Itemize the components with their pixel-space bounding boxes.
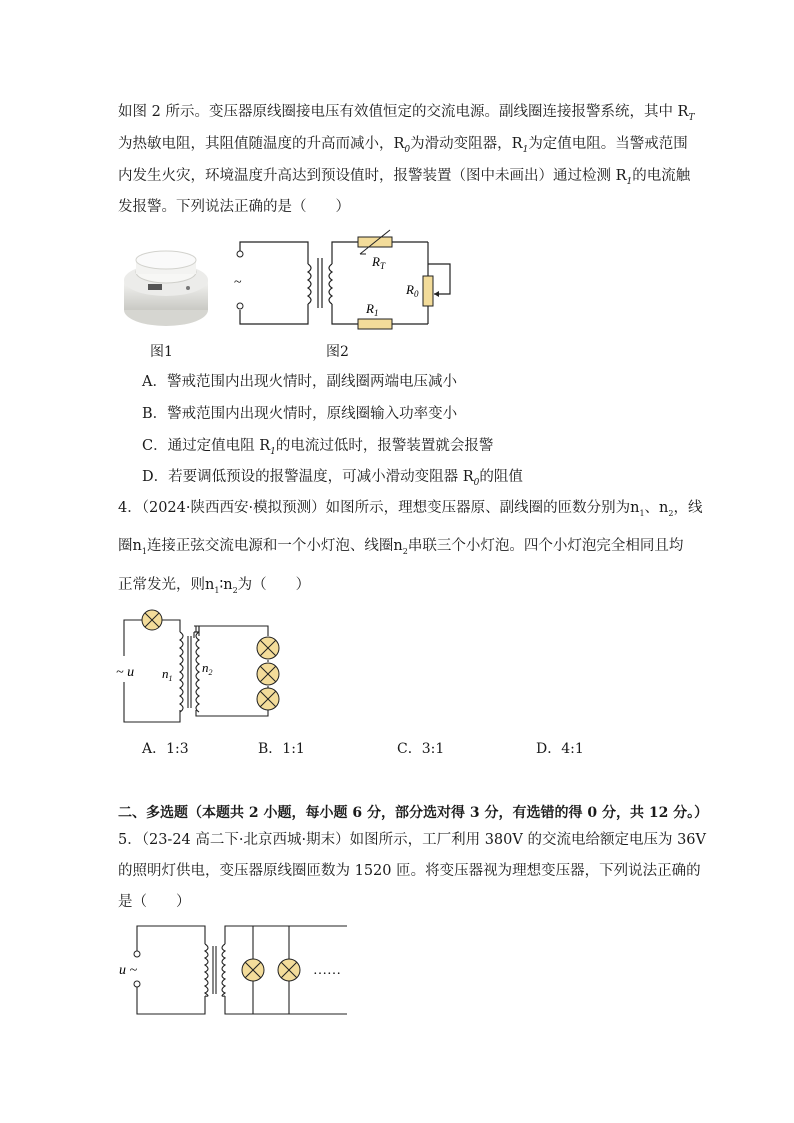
svg-text:~ u: ~ u (116, 665, 135, 680)
smoke-alarm-image (118, 240, 218, 335)
q5-lamp-2 (278, 959, 300, 981)
q4-lamp-secondary-1 (257, 637, 279, 659)
q5-ellipsis: …… (313, 963, 341, 978)
q3-option-b: B．警戒范围内出现火情时，原线圈输入功率变小 (142, 406, 458, 422)
fig2-caption: 图2 (326, 344, 349, 360)
q4-choice-d: D．4:1 (536, 741, 584, 757)
svg-text:RT: $R_T$ (372, 254, 385, 271)
q4-line-3: 正常发光，则$n_1∶n_2$为（ ） (118, 577, 311, 595)
q4-secondary-circuit (112, 606, 292, 726)
q5-circuit-diagram (115, 918, 355, 1022)
section-2-heading: 二、多选题（本题共 2 小题，每小题 6 分，部分选对得 3 分，有选错的得 0 分，共 12 分。） (118, 805, 709, 821)
q3-line-2: 为热敏电阻，其阻值随温度的升高而减小，$R_0$为滑动变阻器，$R_1$为定值电阻。当警戒范围 (118, 136, 688, 155)
fig1-caption: 图1 (150, 344, 173, 360)
fig2-circuit-diagram (228, 224, 468, 336)
q5-line-2: 的照明灯供电，变压器原线圈匝数为 1520 匝。将变压器视为理想变压器，下列说法正确的 (118, 863, 701, 879)
q3-option-d: D．若要调低预设的报警温度，可减小滑动变阻器 $R_0$的阻值 (142, 469, 523, 488)
q4-line-2: 圈$n_1$连接正弦交流电源和一个小灯泡、线圈$n_2$串联三个小灯泡。四个小灯泡完全相同且均 (118, 538, 684, 556)
q4-choice-a: A．1:3 (142, 741, 189, 757)
q3-line-1: 如图 2 所示。变压器原线圈接电压有效值恒定的交流电源。副线圈连接报警系统，其中 $R_T$ (118, 104, 695, 123)
q4-lamp-secondary-2 (257, 663, 279, 685)
q4-choice-b: B．1:1 (258, 741, 305, 757)
q4-line-1: 4．（2024·陕西西安·模拟预测）如图所示，理想变压器原、副线圈的匝数分别为$n_1$、$n_2$，线 (118, 500, 703, 518)
q5-lamp-1 (242, 959, 264, 981)
ac-source-symbol: ~ (234, 275, 242, 290)
q3-option-a: A．警戒范围内出现火情时，副线圈两端电压减小 (142, 374, 457, 390)
svg-text:R1: $R_1$ (366, 301, 379, 318)
q3-line-4: 发报警。下列说法正确的是（ ） (118, 199, 350, 215)
q5-line-3: 是（ ） (118, 894, 191, 910)
q4-lamp-secondary-3 (257, 688, 279, 710)
q4-lamp-primary (142, 610, 162, 630)
q3-line-3: 内发生火灾，环境温度升高达到预设值时，报警装置（图中未画出）通过检测 $R_1$的电流触 (118, 168, 691, 187)
svg-text:u ~: u ~ (119, 963, 138, 978)
svg-text:R0: $R_0$ (406, 282, 419, 299)
svg-text:n1: $n_1$ (162, 666, 173, 683)
q3-option-c: C．通过定值电阻 $R_1$的电流过低时，报警装置就会报警 (142, 438, 494, 457)
svg-text:n2: $n_2$ (202, 660, 213, 677)
q5-line-1: 5．（23-24 高二下·北京西城·期末）如图所示，工厂利用 380V 的交流电给额定电压为 36V (118, 832, 706, 848)
q4-choice-c: C．3:1 (397, 741, 445, 757)
